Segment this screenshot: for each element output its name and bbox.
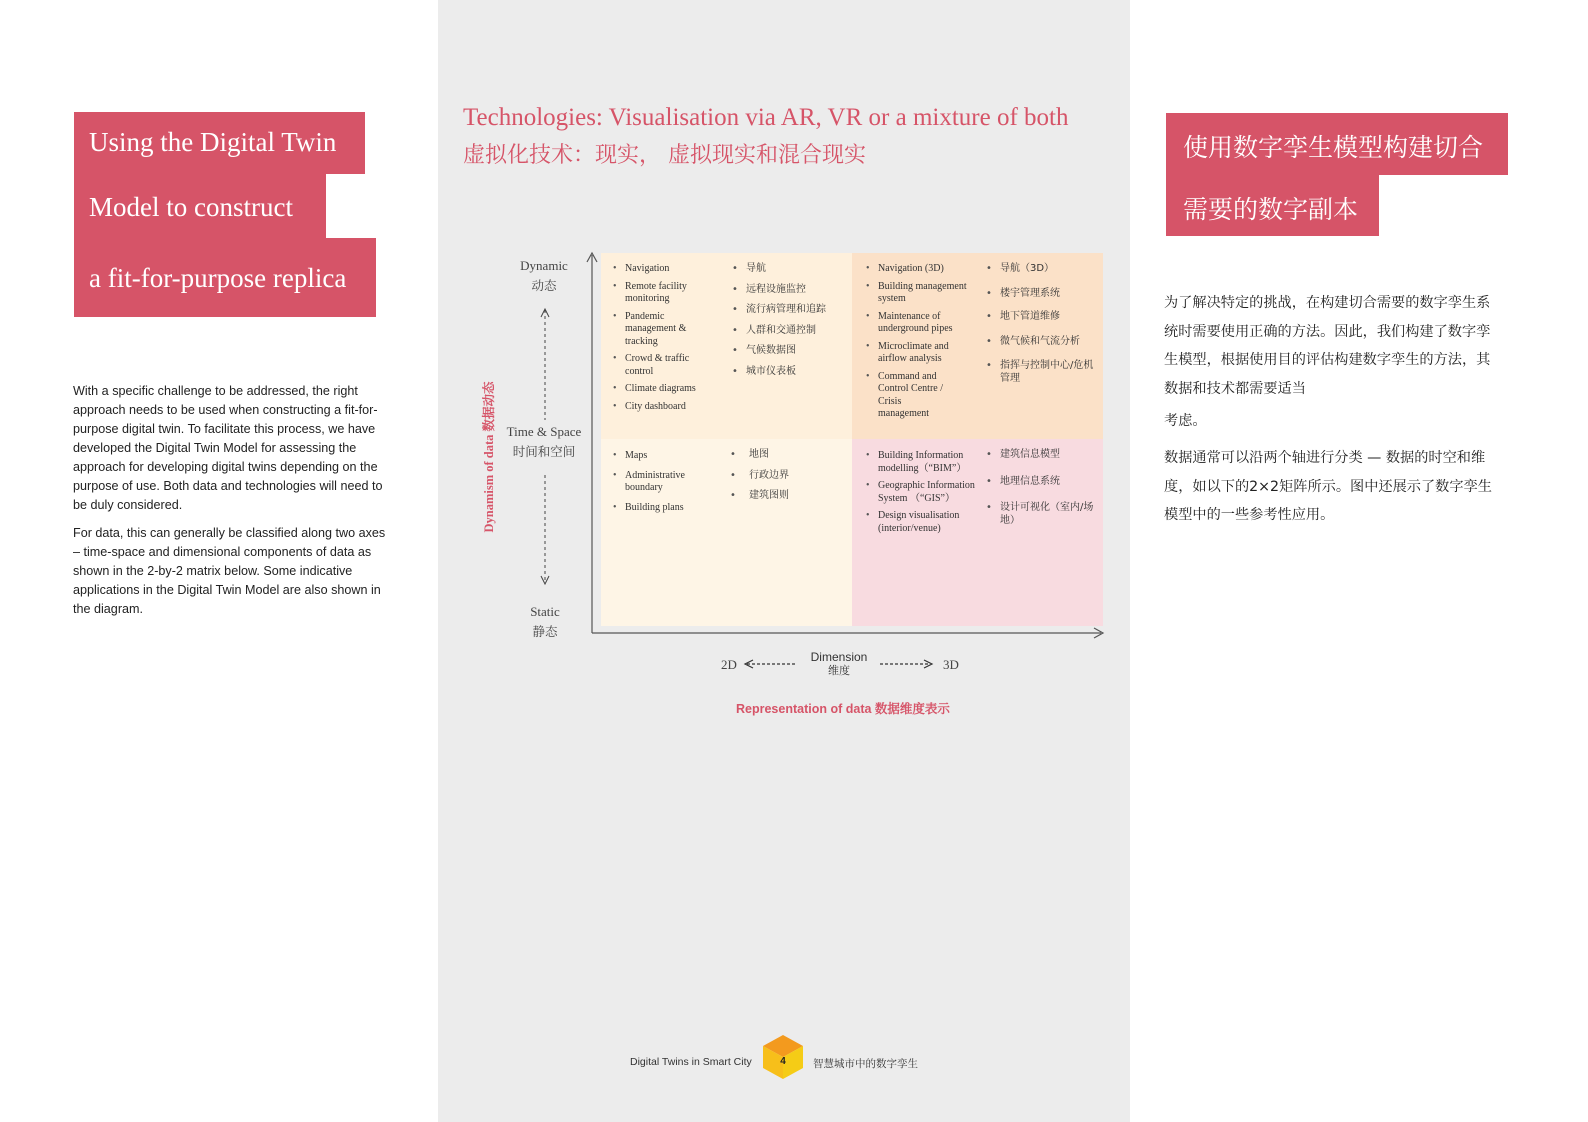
y-top-zh: 动态: [531, 278, 557, 293]
y-top-en: Dynamic: [520, 258, 568, 273]
list-item: • Design visualisation (interior/venue): [866, 510, 976, 535]
x-mid-zh: 维度: [828, 664, 850, 677]
y-bottom-en: Static: [530, 604, 560, 619]
right-paragraph-2: 考虑。: [1164, 413, 1207, 430]
list-item: • 人群和交通控制: [732, 325, 847, 338]
tech-heading-zh: 虚拟化技术：现实， 虚拟现实和混合现实: [463, 143, 866, 168]
list-item: • 气候数据图: [732, 345, 847, 358]
left-title-line-2: Model to construct: [74, 174, 326, 238]
list-item: • 远程设施监控: [732, 284, 847, 297]
list-item: • Maintenance of underground pipes: [866, 311, 974, 336]
list-item: • 导航: [732, 263, 847, 276]
x-left-label: 2D: [721, 657, 737, 672]
right-paragraph-3: 数据通常可以沿两个轴进行分类 — 数据的时空和维度，如以下的2×2矩阵所示。图中还展示了数字孪生模型中的一些参考性应用。: [1164, 449, 1492, 524]
list-item: • Administrative boundary: [613, 470, 713, 495]
list-item: • Geographic Information System （“GIS”）: [866, 480, 976, 505]
x-axis-title: Representation of data 数据维度表示: [736, 702, 950, 716]
footer-title-en: Digital Twins in Smart City: [630, 1056, 752, 1068]
footer-title-zh: 智慧城市中的数字孪生: [813, 1058, 918, 1070]
left-title-line-3: a fit-for-purpose replica: [74, 238, 376, 317]
list-item: • 建筑信息模型: [986, 449, 1098, 462]
x-mid-label: [800, 651, 878, 677]
list-item: • 楼宇管理系统: [986, 288, 1098, 301]
y-mid-en: Time & Space: [506, 424, 582, 439]
tr-list-zh: [986, 263, 1098, 393]
bl-list-en: [613, 450, 713, 519]
y-top-label: [514, 258, 574, 294]
x-mid-en: Dimension: [810, 650, 868, 664]
tr-list-en: [866, 263, 974, 426]
right-title-line-1: 使用数字孪生模型构建切合: [1166, 113, 1508, 175]
list-item: • Navigation (3D): [866, 263, 974, 276]
list-item: • Crowd & traffic control: [613, 353, 713, 378]
left-title-line-1: Using the Digital Twin: [74, 112, 365, 174]
tl-list-en: [613, 263, 713, 418]
right-title-line-2: 需要的数字副本: [1166, 175, 1379, 236]
x-right-label: 3D: [943, 657, 959, 672]
y-axis-title: Dynamism of data 数据动态: [482, 381, 496, 533]
y-mid-label: [503, 424, 585, 460]
list-item: • Maps: [613, 450, 713, 463]
tech-heading-en: Technologies: Visualisation via AR, VR or a mixture of both: [463, 104, 1069, 131]
bl-list-zh: [730, 449, 840, 511]
list-item: • Building plans: [613, 502, 713, 515]
br-list-zh: [986, 449, 1098, 535]
list-item: • Pandemic management & tracking: [613, 311, 713, 349]
list-item: • 建筑图则: [730, 490, 840, 503]
list-item: • Climate diagrams: [613, 383, 713, 396]
y-bottom-label: [520, 604, 570, 640]
left-body: [73, 382, 395, 628]
list-item: • Command and Control Centre / Crisis management: [866, 371, 946, 421]
list-item: • Building Information modelling（“BIM”）: [866, 450, 976, 475]
list-item: • 地图: [730, 449, 840, 462]
list-item: • 地下管道维修: [986, 311, 1098, 324]
y-bottom-zh: 静态: [532, 624, 558, 639]
list-item: • 城市仪表板: [732, 366, 847, 379]
y-mid-zh: 时间和空间: [512, 444, 576, 459]
tl-list-zh: [732, 263, 847, 386]
list-item: • 行政边界: [730, 470, 840, 483]
list-item: • Remote facility monitoring: [613, 281, 713, 306]
left-paragraph-2: For data, this can generally be classified along two axes – time-space and dimensional components of data as shown in the 2-by-2 matrix below. Some indicative applications in the Digital Twin Model are also shown in the diagram.: [73, 526, 386, 616]
list-item: • Building management system: [866, 281, 974, 306]
left-paragraph-1: With a specific challenge to be addressed, the right approach needs to be used when constructing a fit-for-purpose digital twin. To facilitate this process, we have developed the Digital Twin Model for assessing the approach for developing digital twins depending on the purpose of use. Both data and technologies will need to be duly considered.: [73, 384, 383, 512]
list-item: • Microclimate and airflow analysis: [866, 341, 974, 366]
list-item: • 指挥与控制中心/危机管理: [986, 360, 1098, 385]
list-item: • 微气候和气流分析: [986, 336, 1098, 349]
list-item: • Navigation: [613, 263, 713, 276]
list-item: • 设计可视化（室内/场地）: [986, 502, 1098, 527]
br-list-en: [866, 450, 976, 540]
list-item: • 地理信息系统: [986, 476, 1098, 489]
page-number: 4: [780, 1056, 786, 1067]
list-item: • 导航（3D）: [986, 263, 1098, 276]
list-item: • 流行病管理和追踪: [732, 304, 847, 317]
list-item: • City dashboard: [613, 401, 713, 414]
right-paragraph-1: 为了解决特定的挑战，在构建切合需要的数字孪生系统时需要使用正确的方法。因此，我们构建了数字孪生模型，根据使用目的评估构建数字孪生的方法，其数据和技术都需要适当: [1164, 295, 1491, 397]
right-body: [1164, 289, 1504, 538]
